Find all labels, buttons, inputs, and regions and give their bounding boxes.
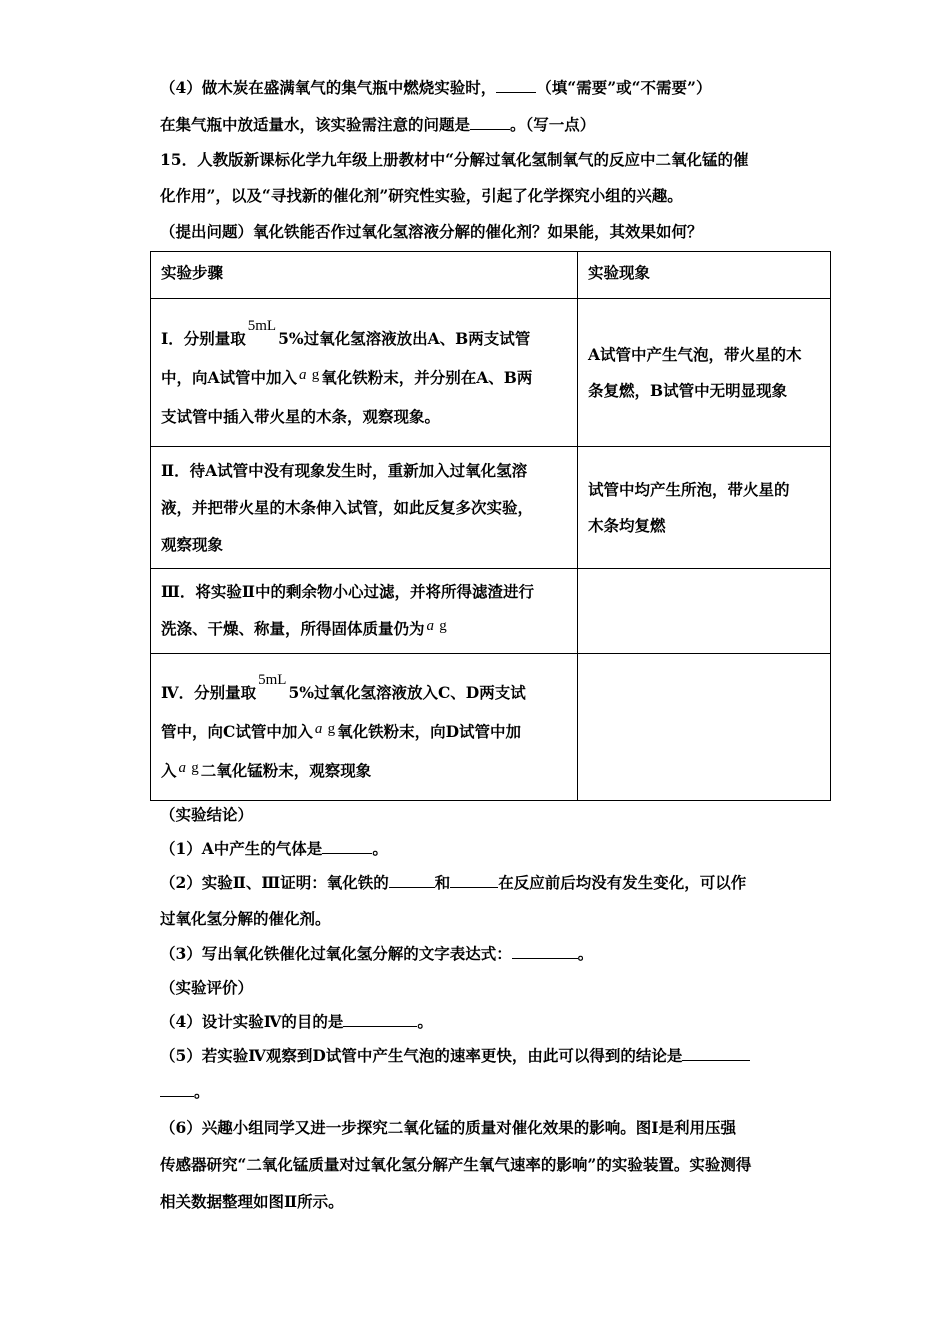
table-row [151, 447, 831, 569]
table-row [151, 299, 831, 447]
observation-1: A试管中产生气泡，带火星的木 条复燃，B试管中无明显现象 [578, 299, 831, 447]
answer-blank[interactable] [682, 1046, 750, 1061]
step-4: Ⅳ．分别量取5mL5%过氧化氢溶液放入C、D两支试 管中，向C试管中加入 a g 氧化铁粉末，向D试管中加 入 a g 二氧化锰粉末，观察现象 [151, 654, 578, 801]
table-row [151, 569, 831, 654]
answer-blank[interactable] [450, 873, 498, 888]
answer-blank[interactable] [343, 1012, 417, 1027]
header-observations: 实验现象 [578, 252, 831, 299]
observation-2: 试管中均产生所泡，带火星的 木条均复燃 [578, 447, 831, 569]
answer-blank[interactable] [160, 1082, 194, 1097]
answer-blank[interactable] [496, 78, 536, 93]
conclusion-2: （2）实验Ⅱ、Ⅲ证明：氧化铁的 和 在反应前后均没有发生变化，可以作 [160, 873, 747, 892]
answer-blank[interactable] [389, 873, 435, 888]
q4-line2: 在集气瓶中放适量水，该实验需注意的问题是 。（写一点） [160, 115, 596, 134]
observation-3 [578, 569, 831, 654]
table-row [151, 654, 831, 801]
q15-question: （提出问题）氧化铁能否作过氧化氢溶液分解的催化剂？如果能，其效果如何？ [160, 222, 703, 241]
evaluation-5-cont: 。 [160, 1082, 210, 1102]
evaluation-5: （5）若实验Ⅳ观察到D试管中产生气泡的速率更快，由此可以得到的结论是 [160, 1046, 750, 1066]
conclusion-3: （3）写出氧化铁催化过氧化氢分解的文字表达式： 。 [160, 944, 594, 963]
answer-blank[interactable] [470, 115, 510, 130]
evaluation-6-line1: （6）兴趣小组同学又进一步探究二氧化锰的质量对催化效果的影响。图Ⅰ是利用压强 [160, 1118, 737, 1137]
step-1: Ⅰ．分别量取5mL5%过氧化氢溶液放出A、B两支试管 中，向A试管中加入 a g 氧化铁粉末，并分别在A、B两 支试管中插入带火星的木条，观察现象。 [151, 299, 578, 447]
q15-intro-line2: 化作用”，以及“寻找新的催化剂”研究性实验，引起了化学探究小组的兴趣。 [160, 186, 683, 205]
answer-blank[interactable] [322, 839, 372, 854]
conclusion-2-cont: 过氧化氢分解的催化剂。 [160, 909, 331, 928]
header-steps: 实验步骤 [151, 252, 578, 299]
table-header-row [151, 252, 831, 299]
step-3: Ⅲ．将实验Ⅱ中的剩余物小心过滤，并将所得滤渣进行 洗涤、干燥、称量，所得固体质量仍为 a g [151, 569, 578, 654]
evaluation-4: （4）设计实验Ⅳ的目的是 。 [160, 1012, 433, 1031]
experiment-table [150, 251, 831, 801]
evaluation-title: （实验评价） [160, 978, 254, 997]
evaluation-6-line2: 传感器研究“二氧化锰质量对过氧化氢分解产生氧气速率的影响”的实验装置。实验测得 [160, 1155, 752, 1174]
q4-line1: （4）做木炭在盛满氧气的集气瓶中燃烧实验时， （填“需要”或“不需要”） [160, 78, 712, 97]
answer-blank[interactable] [512, 944, 578, 959]
conclusion-1: （1）A中产生的气体是 。 [160, 839, 388, 858]
q15-intro-line1: 15．人教版新课标化学九年级上册教材中“分解过氧化氢制氧气的反应中二氧化锰的催 [160, 150, 749, 169]
observation-4 [578, 654, 831, 801]
step-2: Ⅱ．待A试管中没有现象发生时，重新加入过氧化氢溶 液，并把带火星的木条伸入试管，如此反复多次实验， 观察现象 [151, 447, 578, 569]
conclusion-title: （实验结论） [160, 805, 254, 824]
evaluation-6-line3: 相关数据整理如图Ⅱ所示。 [160, 1192, 344, 1211]
